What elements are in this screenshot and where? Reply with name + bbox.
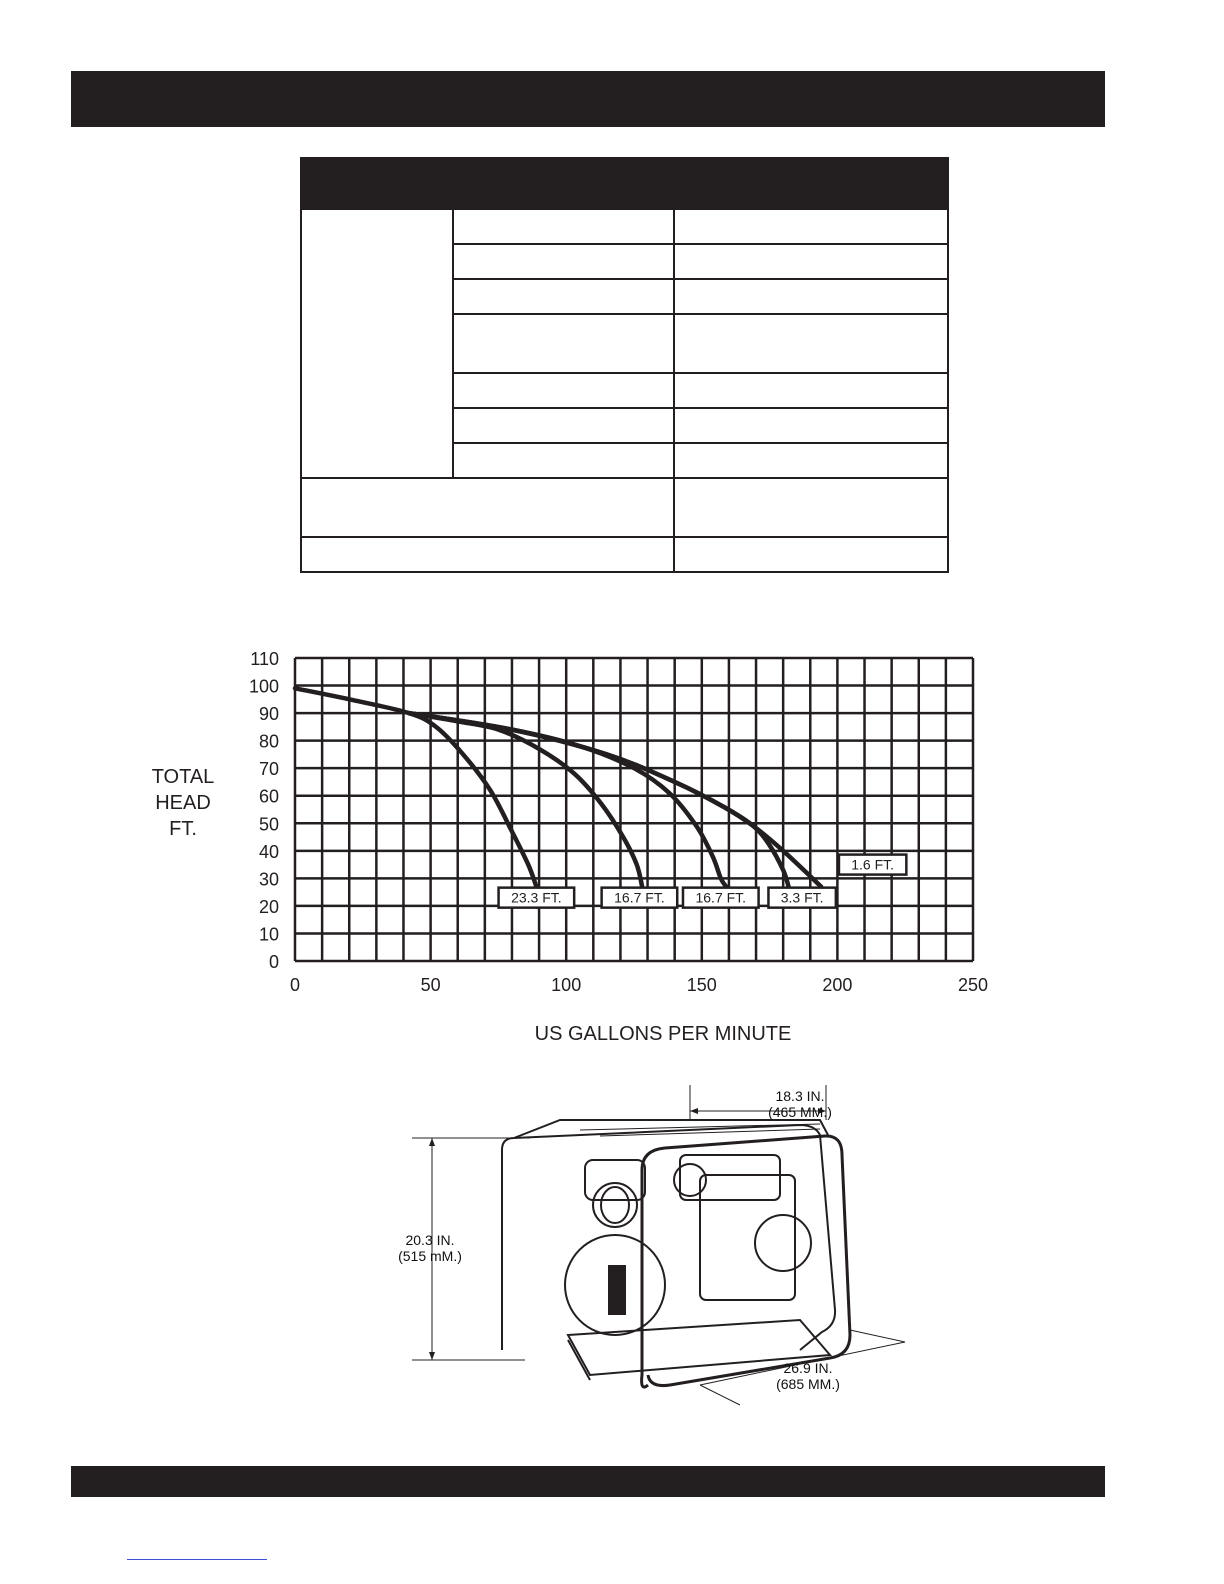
y-axis-label-line2: HEAD [155,792,211,814]
table-cell [453,209,674,244]
head-curves [295,688,821,886]
table-cell [453,244,674,279]
table-cell [453,314,674,373]
specifications-table [300,157,949,573]
table-cell [674,244,948,279]
table-cell [674,209,948,244]
x-tick-label: 50 [420,975,441,995]
y-tick-label: 60 [258,786,279,807]
curve-label-text: 1.6 FT. [851,856,895,873]
curve-label-text: 3.3 FT. [780,889,824,906]
y-tick-label: 70 [258,759,279,780]
y-tick-label: 110 [250,649,279,669]
height-dimension-inches: 20.3 IN. [405,1232,455,1248]
curve-label-text: 16.7 FT. [614,889,665,906]
table-cell [453,443,674,478]
y-axis-label-line1: TOTAL [151,766,215,788]
width-dimension-mm: (465 MM.) [768,1104,832,1120]
table-header [301,158,948,209]
y-tick-label: 30 [258,869,279,890]
y-tick-label: 90 [258,704,279,725]
y-tick-label: 50 [258,814,279,835]
footer-link[interactable] [127,1559,267,1560]
table-cell [453,373,674,408]
curve-label [683,888,759,908]
x-tick-label: 150 [686,975,717,995]
table-cell [674,373,948,408]
width-dimension-inches: 18.3 IN. [775,1088,825,1104]
height-dimension-mm: (515 mM.) [398,1248,462,1264]
curve-label-text: 23.3 FT. [511,889,562,906]
chart-grid [295,658,973,961]
table-cell [453,279,674,314]
table-cell [453,408,674,443]
y-axis-ticks [249,649,279,972]
footer-bar [71,1466,1105,1497]
x-axis-label: US GALLONS PER MINUTE [534,1023,792,1045]
table-cell [301,209,453,478]
y-tick-label: 20 [258,896,279,917]
table-cell [301,478,674,537]
curve-label [602,888,678,908]
head-curve [295,688,536,886]
x-tick-label: 0 [289,975,301,995]
curve-label-text: 16.7 FT. [695,889,747,906]
table-cell [674,443,948,478]
y-tick-label: 0 [268,952,279,972]
x-tick-label: 100 [551,975,582,995]
table-cell [674,408,948,443]
header-bar [71,71,1105,127]
curve-label [768,888,835,908]
x-tick-label: 250 [957,975,989,995]
y-axis-label-line3: FT. [169,818,197,840]
pump-performance-chart [0,630,1224,1060]
length-dimension [758,1360,858,1392]
table-cell [674,279,948,314]
y-tick-label: 100 [248,676,279,697]
table-cell [301,537,674,572]
x-axis-ticks [290,975,988,995]
y-tick-label: 80 [258,731,279,752]
x-tick-label: 200 [822,975,853,995]
head-curve [409,713,821,887]
curve-label [839,855,906,875]
length-dimension-mm: (685 MM.) [776,1376,840,1392]
width-dimension [750,1088,850,1120]
table-cell [674,314,948,373]
y-tick-label: 10 [258,924,279,945]
length-dimension-inches: 26.9 IN. [783,1360,833,1376]
curve-label [499,888,575,908]
y-tick-label: 40 [258,841,279,862]
table-cell [674,537,948,572]
height-dimension [380,1232,480,1264]
table-cell [674,478,948,537]
